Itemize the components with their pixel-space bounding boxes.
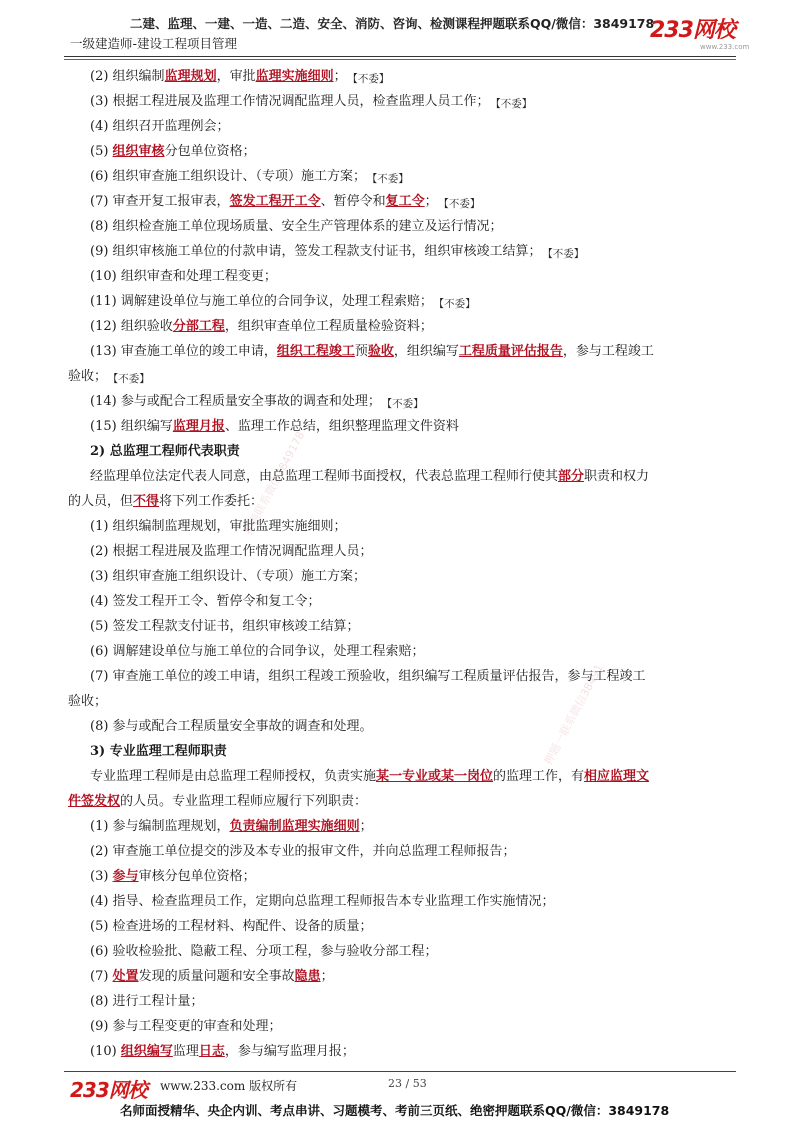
text-line: (3) 根据工程进展及监理工作情况调配监理人员，检查监理人员工作； 【不委】 bbox=[90, 94, 533, 110]
footer-copyright: www.233.com 版权所有 bbox=[160, 1079, 298, 1093]
text-line: (13) 审查施工单位的竣工申请，组织工程竣工预验收，组织编写工程质量评估报告，参与工程竣工 bbox=[90, 344, 654, 359]
text-line: (9) 组织审核施工单位的付款申请，签发工程款支付证书，组织审核竣工结算； 【不委】 bbox=[90, 244, 585, 260]
text-line: (10) 组织审查和处理工程变更； bbox=[90, 269, 277, 284]
text-line: (5) 检查进场的工程材料、构配件、设备的质量； bbox=[90, 919, 373, 934]
section-heading: 2) 总监理工程师代表职责 bbox=[90, 444, 240, 459]
text-line: (10) 组织编写监理日志，参与编写监理月报； bbox=[90, 1044, 355, 1059]
text-line: (8) 组织检查施工单位现场质量、安全生产管理体系的建立及运行情况； bbox=[90, 219, 503, 234]
watermark: 押题联系微信3849178 bbox=[241, 429, 308, 538]
text-line: (1) 参与编制监理规划，负责编制监理实施细则； bbox=[90, 819, 373, 834]
text-line: (11) 调解建设单位与施工单位的合同争议，处理工程索赔； 【不委】 bbox=[90, 294, 476, 310]
text-line: (5) 组织审核分包单位资格； bbox=[90, 144, 256, 159]
text-line: (14) 参与或配合工程质量安全事故的调查和处理； 【不委】 bbox=[90, 394, 424, 410]
tag-not-delegable: 【不委】 bbox=[495, 98, 533, 110]
tag-not-delegable: 【不委】 bbox=[372, 173, 409, 185]
footer-divider bbox=[64, 1071, 736, 1072]
text-line: (5) 签发工程款支付证书，组织审核竣工结算； bbox=[90, 619, 360, 634]
header-divider bbox=[64, 56, 736, 57]
text-line: (7) 处置发现的质量问题和安全事故隐患； bbox=[90, 969, 334, 984]
text-line: 验收； 【不委】 bbox=[68, 369, 150, 385]
watermark: 押题一联系微信38491 bbox=[541, 662, 606, 768]
tag-not-delegable: 【不委】 bbox=[386, 398, 424, 410]
header-subtitle: 一级建造师-建设工程项目管理 bbox=[70, 36, 238, 51]
text-line: (4) 签发工程开工令、暂停令和复工令； bbox=[90, 594, 321, 609]
tag-not-delegable: 【不委】 bbox=[438, 298, 476, 310]
text-line: (3) 参与审核分包单位资格； bbox=[90, 869, 256, 884]
text-line: (7) 审查开复工报审表，签发工程开工令、暂停令和复工令； 【不委】 bbox=[90, 194, 481, 210]
footer-promo: 名师面授精华、央企内训、考点串讲、习题模考、考前三页纸、绝密押题联系QQ/微信：3849178 bbox=[120, 1103, 670, 1118]
text-line: (6) 调解建设单位与施工单位的合同争议，处理工程索赔； bbox=[90, 644, 425, 659]
tag-not-delegable: 【不委】 bbox=[352, 73, 390, 85]
text-line: (8) 参与或配合工程质量安全事故的调查和处理。 bbox=[90, 719, 373, 734]
text-line: (3) 组织审查施工组织设计、（专项）施工方案； bbox=[90, 569, 367, 584]
text-line: (4) 指导、检查监理员工作，定期向总监理工程师报告本专业监理工作实施情况； bbox=[90, 894, 555, 909]
paragraph-line: 的人员，但不得将下列工作委托： bbox=[68, 494, 264, 509]
text-line: (8) 进行工程计量； bbox=[90, 994, 204, 1009]
paragraph-line: 经监理单位法定代表人同意，由总监理工程师书面授权，代表总监理工程师行使其部分职责和权力 bbox=[90, 469, 650, 484]
text-line: (2) 根据工程进展及监理工作情况调配监理人员； bbox=[90, 544, 373, 559]
page-number: 23 / 53 bbox=[388, 1077, 427, 1090]
text-line: (15) 组织编写监理月报、监理工作总结，组织整理监理文件资料 bbox=[90, 419, 459, 434]
brand-logo-site: www.233.com bbox=[700, 43, 750, 51]
text-line: 验收； bbox=[68, 694, 108, 709]
text-line: (6) 组织审查施工组织设计、（专项）施工方案； 【不委】 bbox=[90, 169, 409, 185]
paragraph-line: 件签发权的人员。专业监理工程师应履行下列职责： bbox=[68, 794, 368, 809]
text-line: (12) 组织验收分部工程，组织审查单位工程质量检验资料； bbox=[90, 319, 433, 334]
text-line: (2) 审查施工单位提交的涉及本专业的报审文件，并向总监理工程师报告； bbox=[90, 844, 516, 859]
section-heading: 3) 专业监理工程师职责 bbox=[90, 744, 227, 759]
text-line: (9) 参与工程变更的审查和处理； bbox=[90, 1019, 282, 1034]
text-line: (6) 验收检验批、隐蔽工程、分项工程，参与验收分部工程； bbox=[90, 944, 438, 959]
text-line: (1) 组织编制监理规划，审批监理实施细则； bbox=[90, 519, 347, 534]
tag-not-delegable: 【不委】 bbox=[113, 373, 150, 385]
text-line: (2) 组织编制监理规划，审批监理实施细则； 【不委】 bbox=[90, 69, 390, 85]
tag-not-delegable: 【不委】 bbox=[443, 198, 481, 210]
header-divider-thin bbox=[64, 59, 736, 60]
paragraph-line: 专业监理工程师是由总监理工程师授权，负责实施某一专业或某一岗位的监理工作，有相应监理文 bbox=[90, 769, 650, 784]
text-line: (4) 组织召开监理例会； bbox=[90, 119, 230, 134]
document-body bbox=[68, 64, 736, 1064]
header-promo: 二建、监理、一建、一造、二造、安全、消防、咨询、检测课程押题联系QQ/微信：3849178 bbox=[130, 16, 655, 31]
tag-not-delegable: 【不委】 bbox=[547, 248, 585, 260]
text-line: (7) 审查施工单位的竣工申请，组织工程竣工预验收，组织编写工程质量评估报告，参与工程竣工 bbox=[90, 669, 646, 684]
brand-logo: 233网校 bbox=[650, 18, 735, 43]
footer-logo: 233网校 bbox=[70, 1078, 147, 1102]
